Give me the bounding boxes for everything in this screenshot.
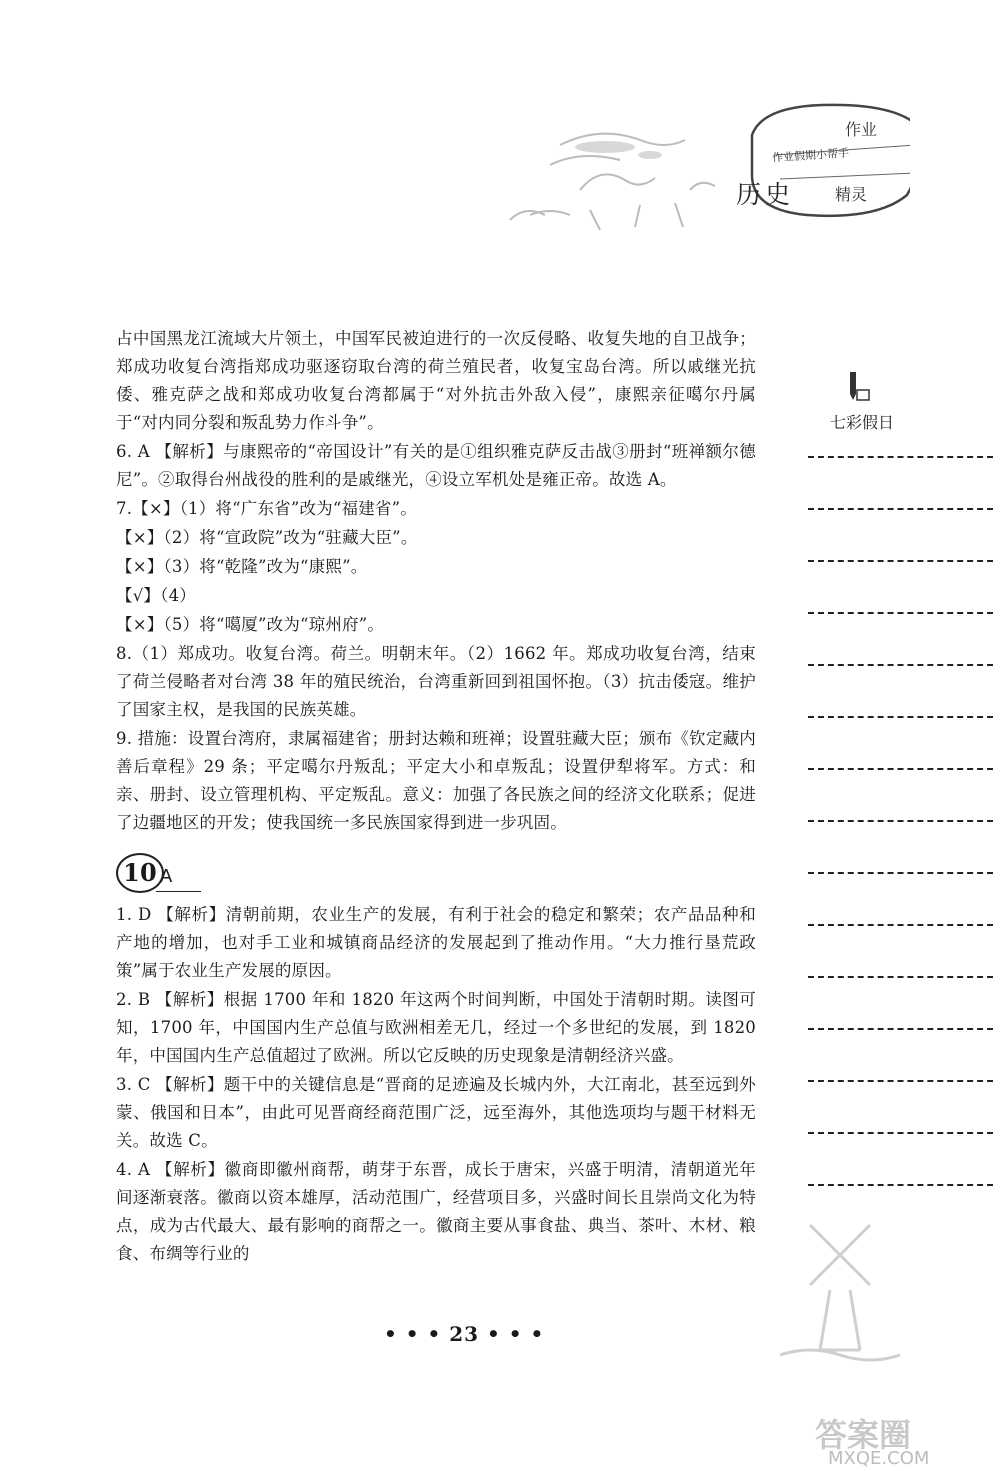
pen-icon [844,370,874,404]
answer-s10-q3: 3. C 【解析】题干中的关键信息是“晋商的足迹遍及长城内外，大江南北，甚至远到外蒙、俄国和日本”，由此可见晋商经商范围广泛，远至海外，其他选项均与题干材料无关。故选 C。 [116,1075,756,1150]
page-number: • • • 23 • • • [384,1322,545,1346]
subject-label: 历史 [736,180,795,209]
answer-q7-4: 【√】（4） [116,586,196,605]
note-line [808,612,993,614]
answer-q8: 8.（1）郑成功。收复台湾。荷兰。明朝末年。（2）1662 年。郑成功收复台湾，结束了荷兰侵略者对台湾 38 年的殖民统治，台湾重新回到祖国怀抱。（3）抗击倭寇。维护了国家主权，是我国的民族英雄。 [116,644,756,719]
note-line [808,768,993,770]
intro-paragraph: 占中国黑龙江流域大片领土，中国军民被迫进行的一次反侵略、收复失地的自卫战争；郑成功收复台湾指郑成功驱逐窃取台湾的荷兰殖民者，收复宝岛台湾。所以戚继光抗倭、雅克萨之战和郑成功收复台湾都属于“对外抗击外敌入侵”，康熙亲征噶尔丹属于“对内同分裂和叛乱势力作斗争”。 [116,329,756,432]
section-letter: A [160,866,173,887]
note-line [808,1132,993,1134]
answer-q7-3: 【×】（3）将“乾隆”改为“康熙”。 [116,557,368,576]
windmill-decoration [760,1215,920,1365]
answer-q7-5: 【×】（5）将“噶厦”改为“琼州府”。 [116,615,385,634]
page-header [490,95,910,245]
note-line [808,976,993,978]
note-line [808,664,993,666]
note-line [808,1184,993,1186]
answer-q9: 9. 措施：设置台湾府，隶属福建省；册封达赖和班禅；设置驻藏大臣；颁布《钦定藏内善后章程》29 条；平定噶尔丹叛乱；平定大小和卓叛乱；设置伊犁将军。方式：和亲、册封、设立管理机构、平定叛乱。意义：加强了各民族之间的经济文化联系；促进了边疆地区的开发；使我国统一多民族国家得到进一步巩固。 [116,729,756,832]
stamp-bottom-text: 精灵 [835,185,868,204]
note-line [808,872,993,874]
section-underline [156,891,201,892]
note-line [808,456,993,458]
answer-s10-q4: 4. A 【解析】徽商即徽州商帮，萌芽于东晋，成长于唐宋，兴盛于明清，清朝道光年间逐渐衰落。徽商以资本雄厚，活动范围广，经营项目多，兴盛时间长且崇尚文化为特点，成为古代最大、最有影响的商帮之一。徽商主要从事食盐、典当、茶叶、木材、粮食、布绸等行业的 [116,1160,756,1263]
section-number: 10 [116,853,164,893]
answer-s10-q2: 2. B 【解析】根据 1700 年和 1820 年这两个时间判断，中国处于清朝时期。读图可知，1700 年，中国国内生产总值与欧洲相差无几，经过一个多世纪的发展，到 1820 年，中国国内生产总值超过了欧洲。所以它反映的历史现象是清朝经济兴盛。 [116,990,756,1065]
watermark-logo: 答案圈 [815,1416,912,1454]
sidebar-title: 七彩假日 [830,413,895,432]
note-line [808,716,993,718]
note-line [808,560,993,562]
note-line [808,1028,993,1030]
answer-s10-q1: 1. D 【解析】清朝前期，农业生产的发展，有利于社会的稳定和繁荣；农产品品种和产地的增加，也对手工业和城镇商品经济的发展起到了推动作用。“大力推行垦荒政策”属于农业生产发展的原因。 [116,905,756,980]
note-line [808,508,993,510]
note-line [808,1080,993,1082]
section-heading [116,851,756,893]
answer-q6: 6. A 【解析】与康熙帝的“帝国设计”有关的是①组织雅克萨反击战③册封“班禅额尔德尼”。②取得台州战役的胜利的是戚继光，④设立军机处是雍正帝。故选 A。 [116,442,756,489]
watermark-url: MXQE.COM [828,1448,930,1469]
stamp-middle-text: 作业假期小帮手 [771,146,850,165]
answer-q7-2: 【×】（2）将“宣政院”改为“驻藏大臣”。 [116,528,418,547]
answer-content [116,325,756,1269]
stamp-top-text: 作业 [845,120,878,139]
note-line [808,820,993,822]
answer-q7-1: 7.【×】（1）将“广东省”改为“福建省”。 [116,499,417,518]
note-line [808,924,993,926]
